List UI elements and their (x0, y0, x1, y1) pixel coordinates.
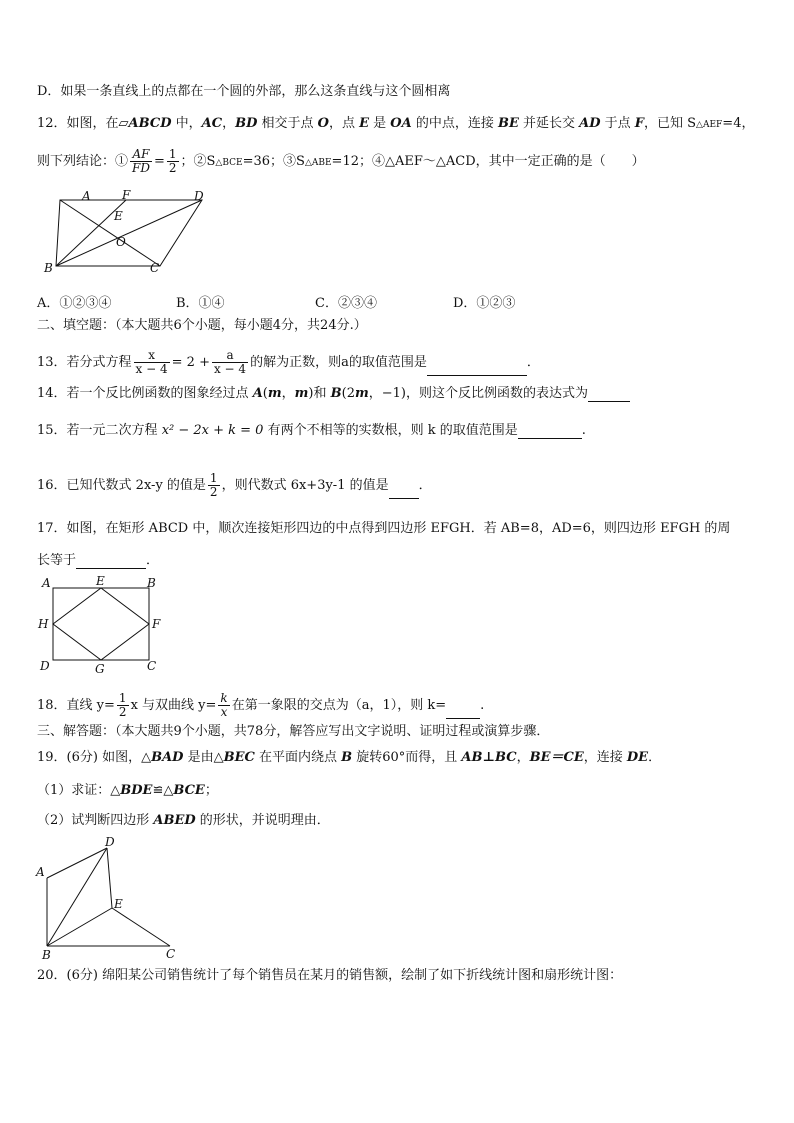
q16-text: ． (418, 478, 432, 493)
fraction-one-half (167, 148, 179, 175)
q14-text: ，−1)，则这个反比例函数的表达式为 (368, 386, 588, 401)
q16-text: ，则代数式 6x+3y-1 的值是 (221, 478, 389, 493)
q12-text: =12；④△AEF～△ACD，其中一定正确的是（ ） (331, 154, 645, 169)
q19-part2 (37, 813, 330, 829)
label-d: D (194, 189, 204, 203)
q14-answer-blank (588, 388, 630, 402)
q13-text: 13．若分式方程 (37, 355, 132, 370)
q19-text: （1）求证：△ (37, 783, 121, 798)
q15-answer-blank (518, 425, 582, 439)
fraction-denominator: x − 4 (135, 362, 168, 376)
q12-text: = (153, 154, 165, 169)
q15 (37, 423, 586, 439)
fraction-numerator: AF (130, 148, 152, 162)
label-c: C (166, 947, 176, 961)
q12-text: ，点 (328, 116, 360, 131)
q13-answer-blank (427, 362, 527, 376)
label-g: G (95, 662, 105, 676)
q12-text: 12．如图，在▱ (37, 116, 129, 131)
q12-stem-line2 (37, 148, 645, 175)
q18-text: 18．直线 y= (37, 698, 115, 713)
segment-de (107, 848, 112, 908)
q12-text: 中， (171, 116, 202, 131)
diagonal-ac (60, 200, 160, 266)
fraction-denominator: x (220, 705, 228, 719)
q12-text: ， (222, 116, 236, 131)
fraction-numerator: a (212, 349, 248, 363)
fraction-denominator: 2 (168, 161, 177, 175)
label-b: B (44, 261, 53, 275)
q19-var: BDE (120, 783, 153, 798)
q19-var: BAD (151, 750, 184, 765)
q18 (37, 692, 484, 719)
q12-text: 于点 (600, 116, 635, 131)
q19-var: AB⊥BC (461, 750, 517, 765)
q18-answer-blank (446, 705, 480, 719)
q12-text: 则下列结论：① (37, 154, 129, 169)
q19-text: 的形状，并说明理由． (195, 813, 330, 828)
q19-text: 在平面内绕点 (254, 750, 342, 765)
q17-line1: 17．如图，在矩形 ABCD 中，顺次连接矩形四边的中点得到四边形 EFGH．若 AB=8，AD=6，则四边形 EFGH 的周 (37, 521, 731, 536)
q12-text: =4， (722, 116, 755, 131)
q13-text: ． (526, 355, 540, 370)
label-b: B (147, 576, 156, 590)
fraction-one-half (117, 692, 129, 719)
label-f: F (122, 188, 131, 202)
q12-subscript: △AEF (696, 120, 723, 130)
q16-answer-blank (389, 485, 419, 499)
segment-be (47, 908, 112, 946)
q12-var: BD (235, 116, 258, 131)
q12-option-c: C．②③④ (315, 296, 377, 311)
section2-title: 二、填空题：（本大题共6个小题，每小题4分，共24分.） (37, 318, 367, 333)
segment-ec (112, 908, 170, 946)
q12-text: =36；③S (242, 154, 305, 169)
fraction-denominator: x − 4 (213, 362, 247, 376)
rectangle-abcd (53, 588, 149, 660)
q15-text: 有两个不相等的实数根，则 k 的取值范围是 (263, 423, 518, 438)
q12-var: OA (390, 116, 412, 131)
fraction-a-over-x-minus-4 (212, 349, 248, 376)
q15-text: . (581, 423, 586, 438)
q19-text: ； (204, 783, 218, 798)
q18-text: . (480, 698, 485, 713)
q12-text: 相交于点 (257, 116, 318, 131)
q12-text: ；②S (180, 154, 216, 169)
fraction-numerator: x (134, 349, 170, 363)
q20: 20．(6分) 绵阳某公司销售统计了每个销售员在某月的销售额，绘制了如下折线统计图和扇形统计图： (37, 968, 623, 983)
q17-text: ． (146, 553, 160, 568)
q13-text: 的解为正数，则a的取值范围是 (250, 355, 427, 370)
q14-text: )和 (308, 386, 331, 401)
q19-var: DE (626, 750, 649, 765)
q19-text: ， (516, 750, 530, 765)
fraction-denominator: 2 (209, 485, 218, 499)
diagonal-bd (56, 200, 202, 266)
q17-text: 长等于 (37, 553, 77, 568)
q17-line2 (37, 553, 159, 569)
q14-var: m (294, 386, 309, 401)
q19-text: ，连接 (583, 750, 627, 765)
q12-text: ，已知 S (644, 116, 697, 131)
q12-option-a: A．①②③④ (37, 296, 112, 311)
q14-var: A (252, 386, 263, 401)
figure-q19-rotation (32, 834, 182, 962)
q14-text: (2 (341, 386, 355, 401)
q19-var: BE＝CE (529, 750, 584, 765)
fraction-numerator: 1 (118, 691, 127, 705)
label-e: E (114, 897, 123, 911)
q17-answer-blank (76, 555, 146, 569)
label-e: E (96, 574, 105, 588)
label-a: A (36, 865, 45, 879)
q13-text: = 2 + (171, 355, 210, 370)
label-f: F (152, 617, 161, 631)
q19-part1 (37, 783, 218, 799)
q12-var: O (317, 116, 329, 131)
q12-var: ABCD (128, 116, 172, 131)
q12-var: E (359, 116, 369, 131)
label-d: D (105, 835, 115, 849)
q12-option-b: B．①④ (176, 296, 225, 311)
q12-text: 并延长交 (518, 116, 580, 131)
q18-text: x 与双曲线 y= (130, 698, 217, 713)
q19-var: BEC (223, 750, 255, 765)
q19-var: BCE (173, 783, 205, 798)
q19-text: 19．(6分) 如图，△ (37, 750, 152, 765)
fraction-denominator: FD (132, 161, 150, 175)
q19-stem (37, 750, 661, 766)
q14-text: ， (281, 386, 295, 401)
fraction-numerator: k (220, 691, 228, 705)
q14 (37, 386, 630, 402)
label-h: H (38, 617, 49, 631)
q19-text: ≌△ (152, 783, 174, 798)
fraction-k-over-x (218, 692, 229, 719)
fraction-af-fd (130, 148, 152, 175)
q11-option-d: D．如果一条直线上的点都在一个圆的外部，那么这条直线与这个圆相离 (37, 84, 451, 99)
q12-var: AD (579, 116, 601, 131)
label-c: C (150, 261, 160, 275)
q19-text: 是由△ (183, 750, 224, 765)
q14-var: m (354, 386, 369, 401)
q12-stem-line1 (37, 116, 754, 133)
q12-subscript: △ABE (304, 158, 332, 168)
fraction-numerator: 1 (168, 147, 177, 161)
label-b: B (42, 948, 51, 962)
q16-text: 16．已知代数式 2x-y 的值是 (37, 478, 206, 493)
q12-var: BE (497, 116, 519, 131)
q19-text: 旋转60°而得，且 (352, 750, 462, 765)
label-e: E (114, 209, 123, 223)
label-d: D (40, 659, 50, 673)
label-c: C (147, 659, 157, 673)
q14-var: m (267, 386, 282, 401)
q19-var: ABED (153, 813, 196, 828)
q13 (37, 349, 540, 376)
q18-text: 在第一象限的交点为（a，1），则 k= (231, 698, 447, 713)
q19-text: （2）试判断四边形 (37, 813, 154, 828)
q12-text: 的中点，连接 (411, 116, 498, 131)
label-a: A (42, 576, 51, 590)
q15-text: 15．若一元二次方程 (37, 423, 162, 438)
label-o: O (116, 235, 126, 249)
quadrilateral-efgh (53, 588, 149, 660)
q12-text: 是 (369, 116, 391, 131)
q15-equation: x² − 2x + k = 0 (161, 423, 264, 438)
section3-title: 三、解答题：（本大题共9个小题，共78分，解答应写出文字说明、证明过程或演算步骤． (37, 724, 550, 739)
q19-text: ． (648, 750, 662, 765)
label-a: A (82, 189, 91, 203)
fraction-numerator: 1 (209, 471, 218, 485)
q12-var: F (634, 116, 644, 131)
q19-var: B (341, 750, 353, 765)
fraction-x-over-x-minus-4 (134, 349, 170, 376)
figure-q12-parallelogram (36, 186, 216, 280)
q12-subscript: △BCE (215, 158, 243, 168)
figure-q17-rectangle (36, 574, 166, 678)
fraction-denominator: 2 (118, 705, 127, 719)
q16 (37, 472, 432, 499)
fraction-one-half (208, 472, 220, 499)
q12-var: AC (201, 116, 223, 131)
q14-text: 14．若一个反比例函数的图象经过点 (37, 386, 253, 401)
q12-option-d: D．①②③ (453, 296, 516, 311)
q14-text: ( (262, 386, 268, 401)
q14-var: B (330, 386, 342, 401)
